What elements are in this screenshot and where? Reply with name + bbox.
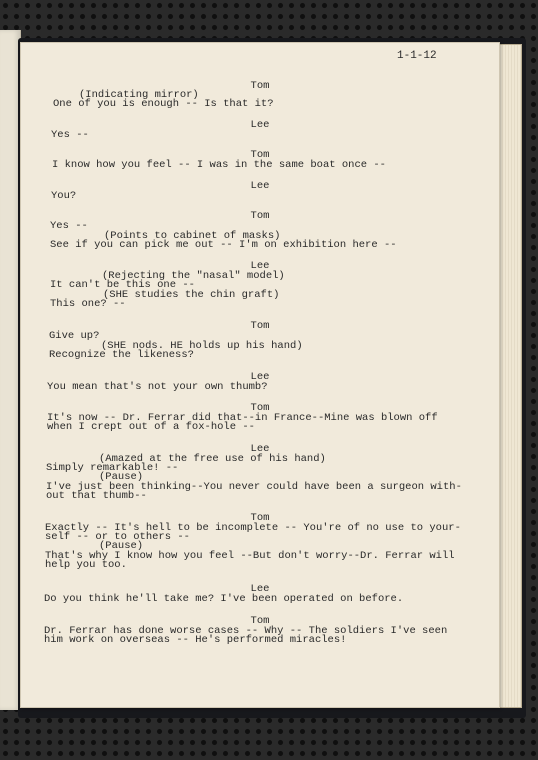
script-line: (Amazed at the free use of his hand)	[99, 453, 326, 465]
script-line: That's why I know how you feel --But don't worry--Dr. Ferrar will	[45, 550, 455, 562]
script-line: out that thumb--	[46, 490, 147, 502]
script-line: You?	[51, 190, 77, 202]
script-line: (Pause)	[99, 471, 144, 483]
script-line: Yes --	[51, 129, 89, 141]
speaker-name: Lee	[250, 260, 270, 272]
script-line: Give up?	[49, 330, 100, 342]
speaker-name: Tom	[250, 615, 270, 627]
script-line: (SHE nods. HE holds up his hand)	[101, 340, 303, 352]
script-line: (SHE studies the chin graft)	[103, 289, 280, 301]
script-line: Dr. Ferrar has done worse cases -- Why -- The soldiers I've seen	[44, 625, 448, 637]
speaker-name: Tom	[250, 402, 270, 414]
script-line: I know how you feel -- I was in the same boat once --	[52, 159, 386, 171]
script-line: I've just been thinking--You never could have been a surgeon with-	[46, 481, 462, 493]
speaker-name: Tom	[250, 320, 270, 332]
script-line: him work on overseas -- He's performed miracles!	[44, 634, 347, 646]
script-line: Exactly -- It's hell to be incomplete -- You're of no use to your-	[45, 522, 461, 534]
speaker-name: Lee	[250, 371, 270, 383]
speaker-name: Tom	[250, 210, 270, 222]
script-line: Yes --	[50, 220, 88, 232]
script-line: This one? --	[50, 298, 126, 310]
script-line: It's now -- Dr. Ferrar did that--in France--Mine was blown off	[47, 412, 438, 424]
script-line: help you too.	[45, 559, 127, 571]
script-line: See if you can pick me out -- I'm on exhibition here --	[50, 239, 397, 251]
speaker-name: Lee	[250, 443, 270, 455]
speaker-name: Tom	[250, 149, 270, 161]
script-line: It can't be this one --	[50, 279, 195, 291]
script-line: (Rejecting the "nasal" model)	[102, 270, 285, 282]
script-line: One of you is enough -- Is that it?	[53, 98, 274, 110]
speaker-name: Tom	[250, 512, 270, 524]
speaker-name: Tom	[250, 80, 270, 92]
script-line: when I crept out of a fox-hole --	[47, 421, 255, 433]
script-line: Simply remarkable! --	[46, 462, 179, 474]
script-page	[20, 42, 500, 708]
speaker-name: Lee	[250, 583, 270, 595]
script-line: self -- or to others --	[45, 531, 190, 543]
script-line: (Indicating mirror)	[79, 89, 199, 101]
script-line: Recognize the likeness?	[49, 349, 194, 361]
script-line: (Pause)	[99, 540, 144, 552]
script-line: (Points to cabinet of masks)	[104, 230, 281, 242]
speaker-name: Lee	[250, 180, 270, 192]
speaker-name: Lee	[250, 119, 270, 131]
page-number: 1-1-12	[397, 50, 437, 62]
script-line: You mean that's not your own thumb?	[47, 381, 268, 393]
script-line: Do you think he'll take me? I've been operated on before.	[44, 593, 404, 605]
